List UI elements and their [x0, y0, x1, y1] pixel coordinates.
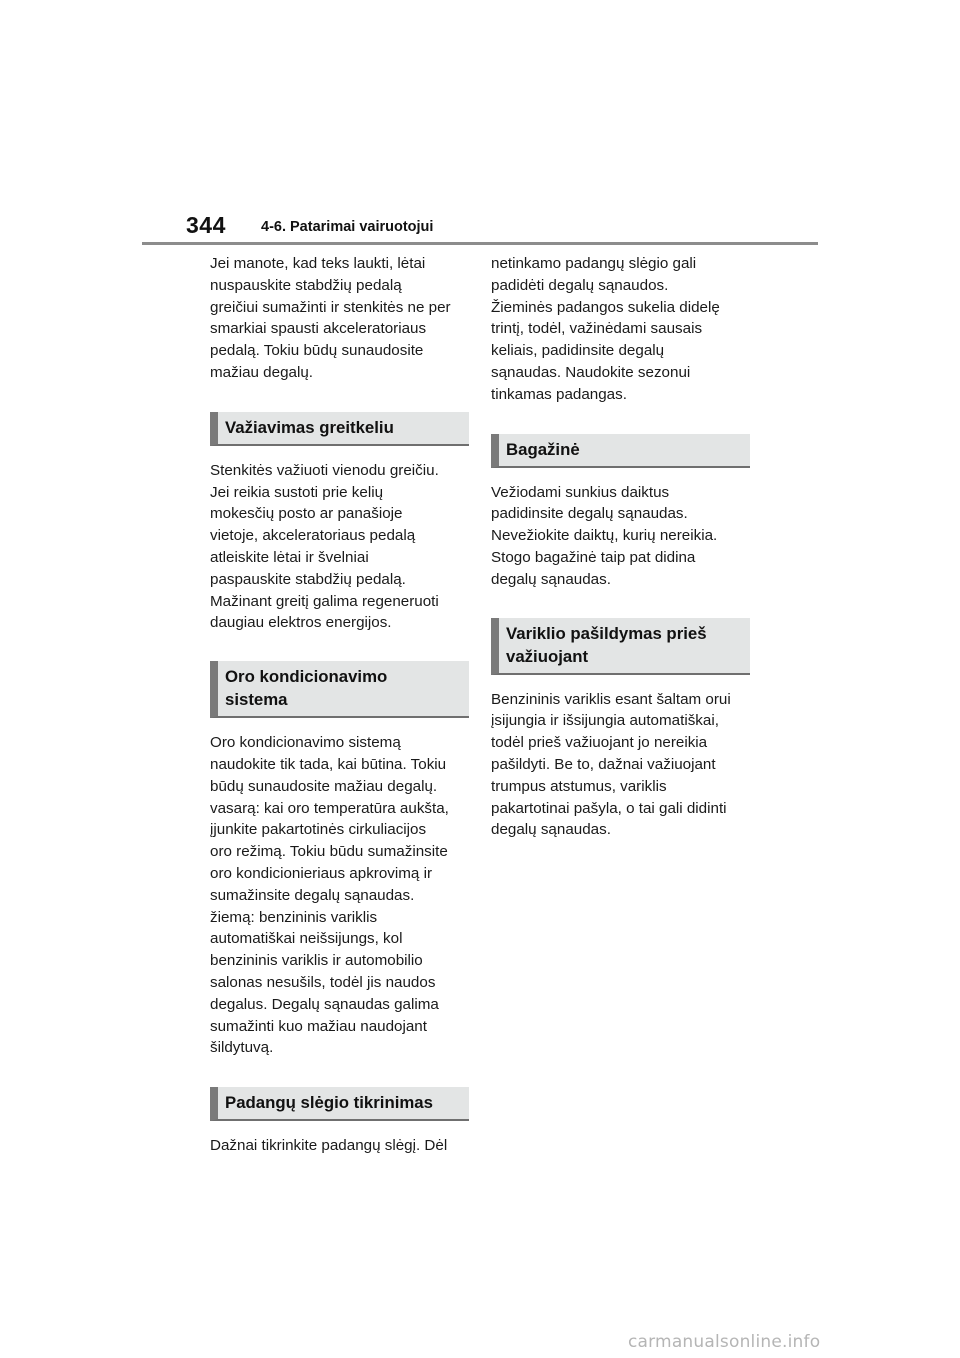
trunk-heading: Bagažinė — [491, 434, 750, 468]
highway-heading: Važiavimas greitkeliu — [210, 412, 469, 446]
intro-paragraph: Jei manote, kad teks laukti, lėtai nuspauskite stabdžių pedalą greičiui sumažinti ir stenkitės ne per smarkiai spausti akceleratoriaus pedalą. Tokiu būdų sunaudosite mažiau degalų. — [210, 255, 451, 381]
tire-continued-paragraph: netinkamo padangų slėgio gali padidėti degalų sąnaudos. Žieminės padangos sukelia didelę trintį, todėl, važinėdami sausais keliais, padidinsite degalų sąnaudas. Naudokite sezonui tinkamas padangas. — [491, 255, 720, 403]
trunk-paragraph: Vežiodami sunkius daiktus padidinsite degalų sąnaudas. Nevežiokite daiktų, kurių nereikia. Stogo bagažinė taip pat didina degalų sąnaudas. — [491, 483, 718, 588]
page-number: 344 — [186, 212, 226, 238]
left-column — [210, 253, 470, 1157]
section-title: 4-6. Patarimai vairuotojui — [261, 219, 434, 235]
ac-paragraph: Oro kondicionavimo sistemą naudokite tik tada, kai būtina. Tokiu būdų sunaudosite mažiau degalų. vasarą: kai oro temperatūra aukšta, įjunkite pakartotinės cirkuliacijos oro režimą. Tokiu būdu sumažinsite oro kondicionieriaus apkrovimą ir sumažinsite degalų sąnaudas. žiemą: benzininis variklis automatiškai neišsijungs, kol benzininis variklis ir automobilio salonas nesušils, todėl jis naudos degalus. Degalų sąnaudas galima sumažinti kuo mažiau naudojant šildytuvą. — [210, 734, 449, 1057]
warmup-heading: Variklio pašildymas prieš važiuojant — [491, 618, 750, 675]
tire-paragraph: Dažnai tikrinkite padangų slėgį. Dėl — [210, 1137, 448, 1155]
header-rule — [142, 242, 818, 245]
highway-paragraph: Stenkitės važiuoti vienodu greičiu. Jei reikia sustoti prie kelių mokesčių posto ar panašioje vietoje, akceleratoriaus pedalą atleiskite lėtai ir švelniai paspauskite stabdžių pedalą. Mažinant greitį galima regeneruoti daugiau elektros energijos. — [210, 461, 439, 632]
watermark: carmanualsonline.info — [628, 1332, 821, 1352]
ac-heading: Oro kondicionavimo sistema — [210, 661, 469, 718]
warmup-paragraph: Benzininis variklis esant šaltam orui įsijungia ir išsijungia automatiškai, todėl prieš važiuojant jo nereikia pašildyti. Be to, dažnai važiuojant trumpus atstumus, variklis pakartotinai pašyla, o tai gali didinti degalų sąnaudas. — [491, 690, 731, 839]
right-column — [491, 253, 751, 841]
tire-heading: Padangų slėgio tikrinimas — [210, 1087, 469, 1121]
